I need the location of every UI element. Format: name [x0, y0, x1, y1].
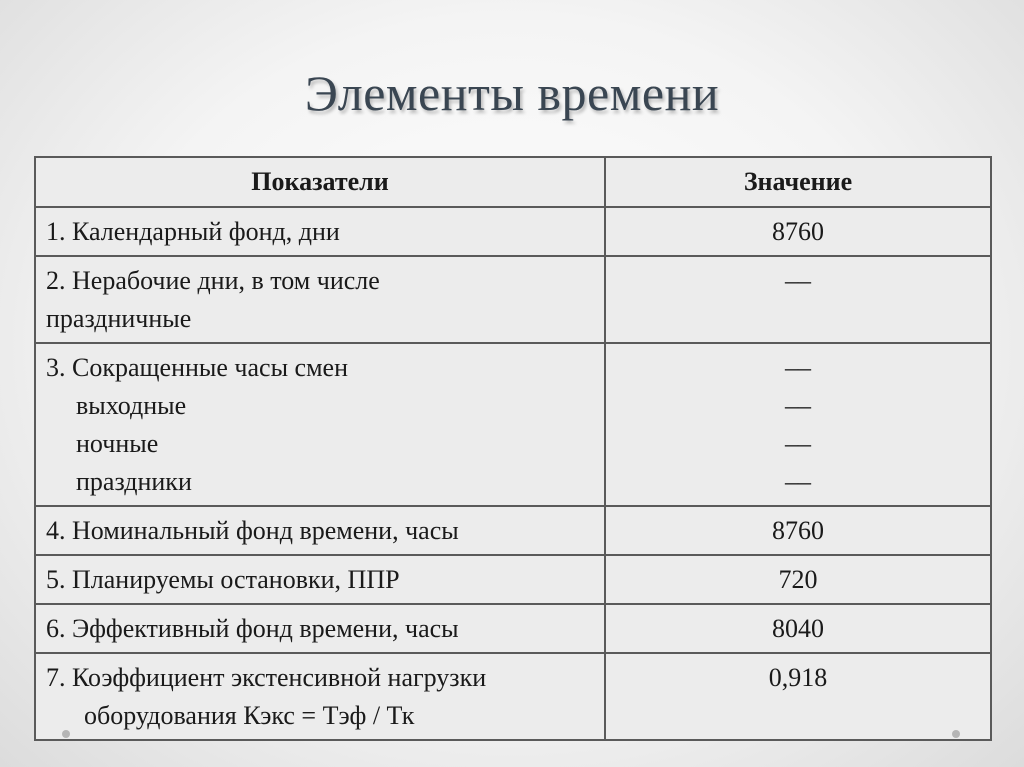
row-label-line: 3. Сокращенные часы смен	[46, 353, 348, 382]
row-label-line: 4. Номинальный фонд времени, часы	[46, 516, 459, 545]
row-value	[605, 555, 991, 604]
row-sublabel-line: ночные	[76, 429, 159, 458]
row-label	[35, 653, 605, 740]
header-value: Значение	[605, 157, 991, 207]
row-value-line: 0,918	[768, 663, 828, 692]
row-value	[605, 343, 991, 506]
table-row	[35, 604, 991, 653]
row-value	[605, 256, 991, 343]
row-label-line: 7. Коэффициент экстенсивной нагрузки	[46, 663, 487, 692]
table-row	[35, 555, 991, 604]
row-label-line: 6. Эффективный фонд времени, часы	[46, 614, 459, 643]
row-value-line: 720	[778, 565, 818, 594]
time-elements-table	[34, 156, 992, 741]
row-sublabel-line: оборудования Кэкс = Тэф / Тк	[84, 701, 415, 730]
table-row	[35, 343, 991, 506]
row-label-line: 2. Нерабочие дни, в том числе	[46, 266, 380, 295]
row-label	[35, 343, 605, 506]
table-row	[35, 256, 991, 343]
row-value-line: ––	[785, 391, 811, 420]
row-value	[605, 207, 991, 256]
row-sublabel-line: праздники	[76, 467, 192, 496]
row-value-line: 8040	[772, 614, 824, 643]
row-value-line: ––	[785, 353, 811, 382]
row-label	[35, 604, 605, 653]
row-label	[35, 506, 605, 555]
table-row	[35, 653, 991, 740]
row-value	[605, 506, 991, 555]
row-value-line: ––	[785, 266, 811, 295]
row-value-line: 8760	[772, 217, 824, 246]
row-label-line: праздничные	[46, 304, 192, 333]
decorative-dot-right	[952, 730, 960, 738]
row-label	[35, 256, 605, 343]
decorative-dot-left	[62, 730, 70, 738]
table-header-row	[35, 157, 991, 207]
row-label	[35, 555, 605, 604]
table-row	[35, 207, 991, 256]
row-value-line: 8760	[772, 516, 824, 545]
header-indicators: Показатели	[35, 157, 605, 207]
slide-title: Элементы времени	[304, 65, 720, 121]
row-sublabel-line: выходные	[76, 391, 187, 420]
row-value-line: ––	[785, 467, 811, 496]
row-value	[605, 653, 991, 740]
row-value-line: ––	[785, 429, 811, 458]
row-label-line: 5. Планируемы остановки, ППР	[46, 565, 400, 594]
row-label	[35, 207, 605, 256]
row-label-line: 1. Календарный фонд, дни	[46, 217, 340, 246]
table-row	[35, 506, 991, 555]
row-value	[605, 604, 991, 653]
